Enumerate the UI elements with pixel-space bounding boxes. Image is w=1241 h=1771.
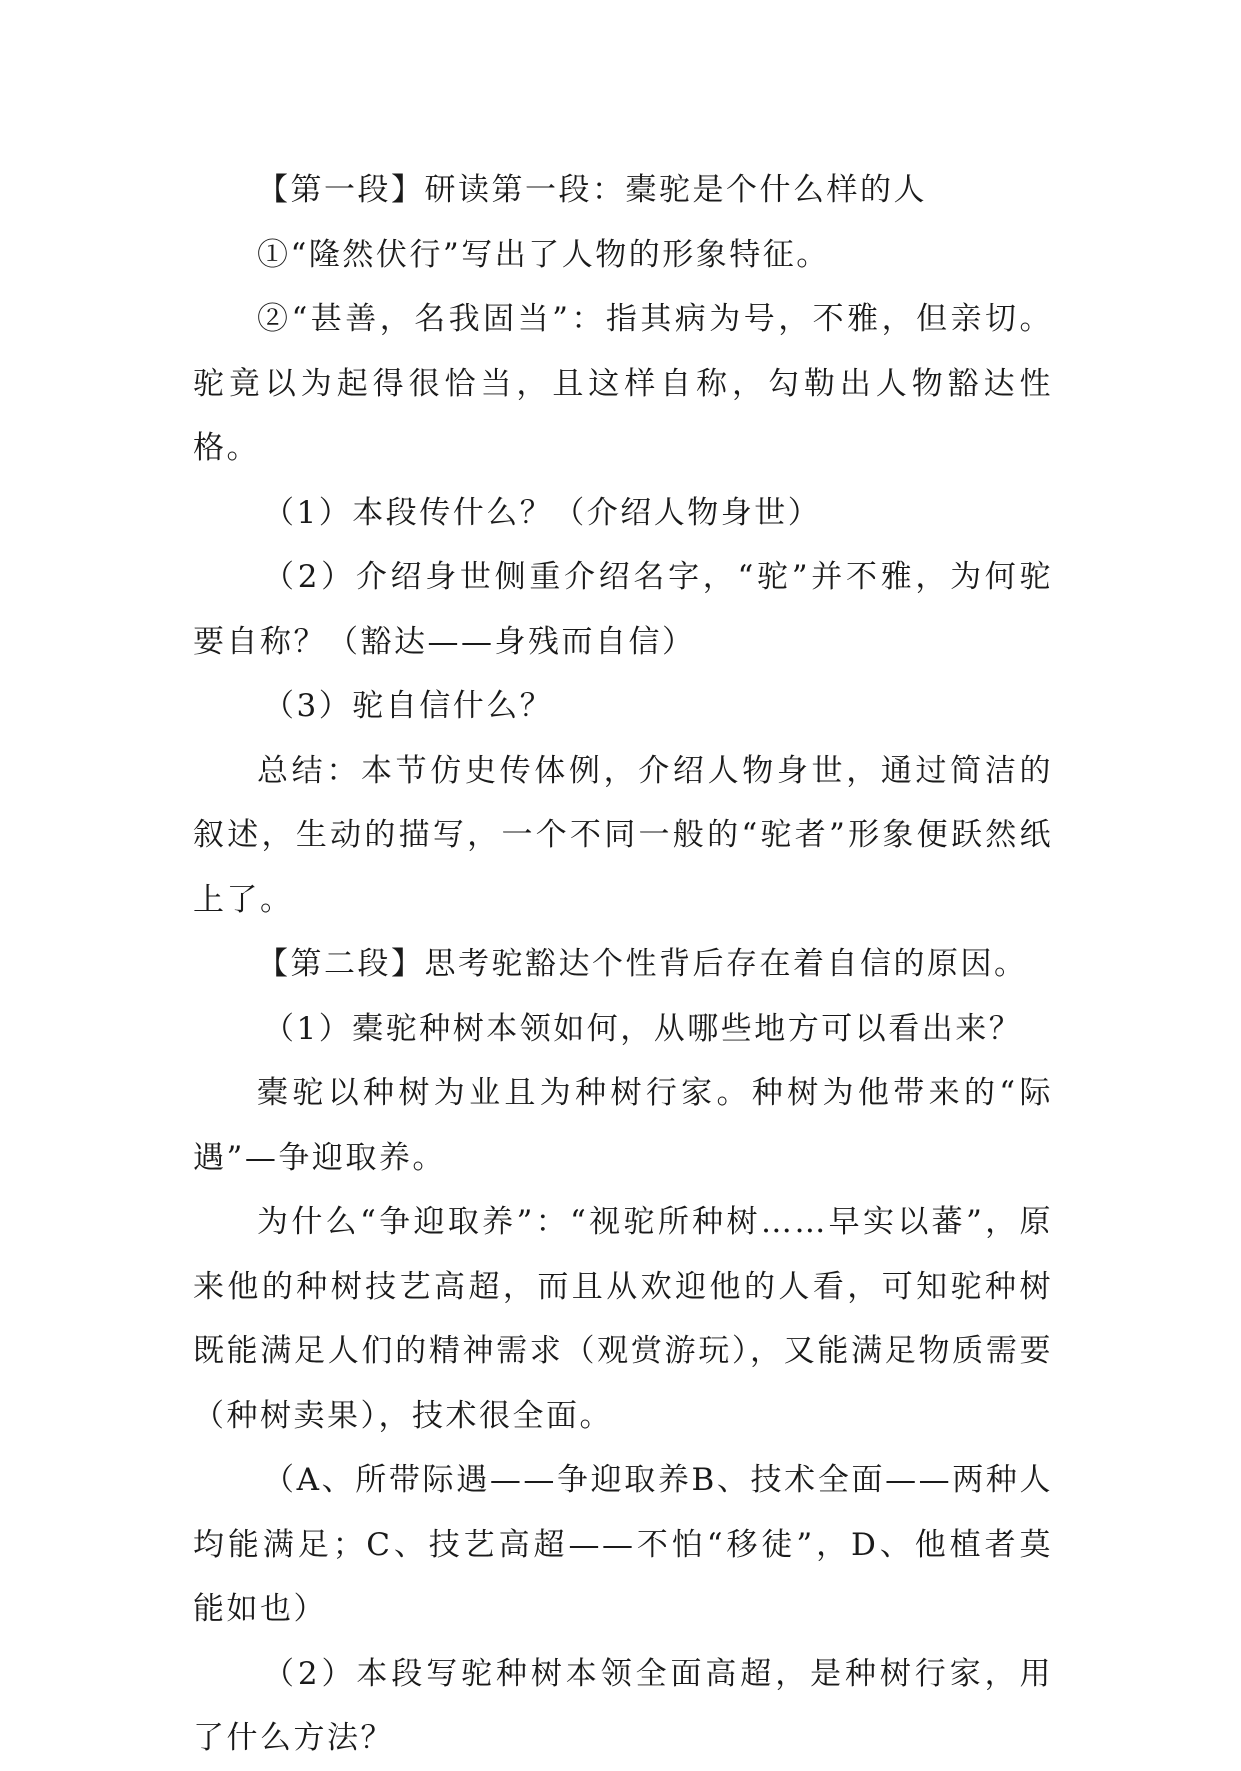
- paragraph-point-two: ②“甚善，名我固当”：指其病为号，不雅，但亲切。驼竟以为起得很恰当，且这样自称，勾勒出人物豁达性格。: [193, 301, 1053, 466]
- document-body: [193, 158, 1053, 1771]
- paragraph-section-two-question-one: （1）橐驼种树本领如何，从哪些地方可以看出来？: [263, 1010, 1023, 1047]
- paragraph-why-welcomed: 为什么“争迎取养”：“视驼所种树……早实以蕃”，原来他的种树技艺高超，而且从欢迎他的人看，可知驼种树既能满足人们的精神需求（观赏游玩），又能满足物质需要（种树卖果），技术很全面。: [193, 1204, 1053, 1434]
- paragraph-section-one-heading: 【第一段】研读第一段：橐驼是个什么样的人: [257, 172, 927, 208]
- paragraph-section-two-heading: 【第二段】思考驼豁达个性背后存在着自信的原因。: [257, 946, 1028, 982]
- paragraph-abcd-notes: （A、所带际遇——争迎取养B、技术全面——两种人均能满足；C、技艺高超——不怕“移徒”，D、他植者莫能如也）: [193, 1462, 1053, 1627]
- paragraph-tree-expert: 橐驼以种树为业且为种树行家。种树为他带来的“际遇”—争迎取养。: [193, 1075, 1053, 1176]
- paragraph-point-one: ①“隆然伏行”写出了人物的形象特征。: [257, 236, 830, 273]
- paragraph-question-two: （2）介绍身世侧重介绍名字，“驼”并不雅，为何驼要自称？（豁达——身残而自信）: [193, 559, 1053, 660]
- paragraph-section-two-question-two: （2）本段写驼种树本领全面高超，是种树行家，用了什么方法？: [193, 1655, 1053, 1756]
- paragraph-question-one: （1）本段传什么？（介绍人物身世）: [263, 494, 822, 531]
- paragraph-summary: 总结：本节仿史传体例，介绍人物身世，通过简洁的叙述，生动的描写，一个不同一般的“驼者”形象便跃然纸上了。: [193, 752, 1053, 918]
- paragraph-question-three: （3）驼自信什么？: [263, 688, 554, 724]
